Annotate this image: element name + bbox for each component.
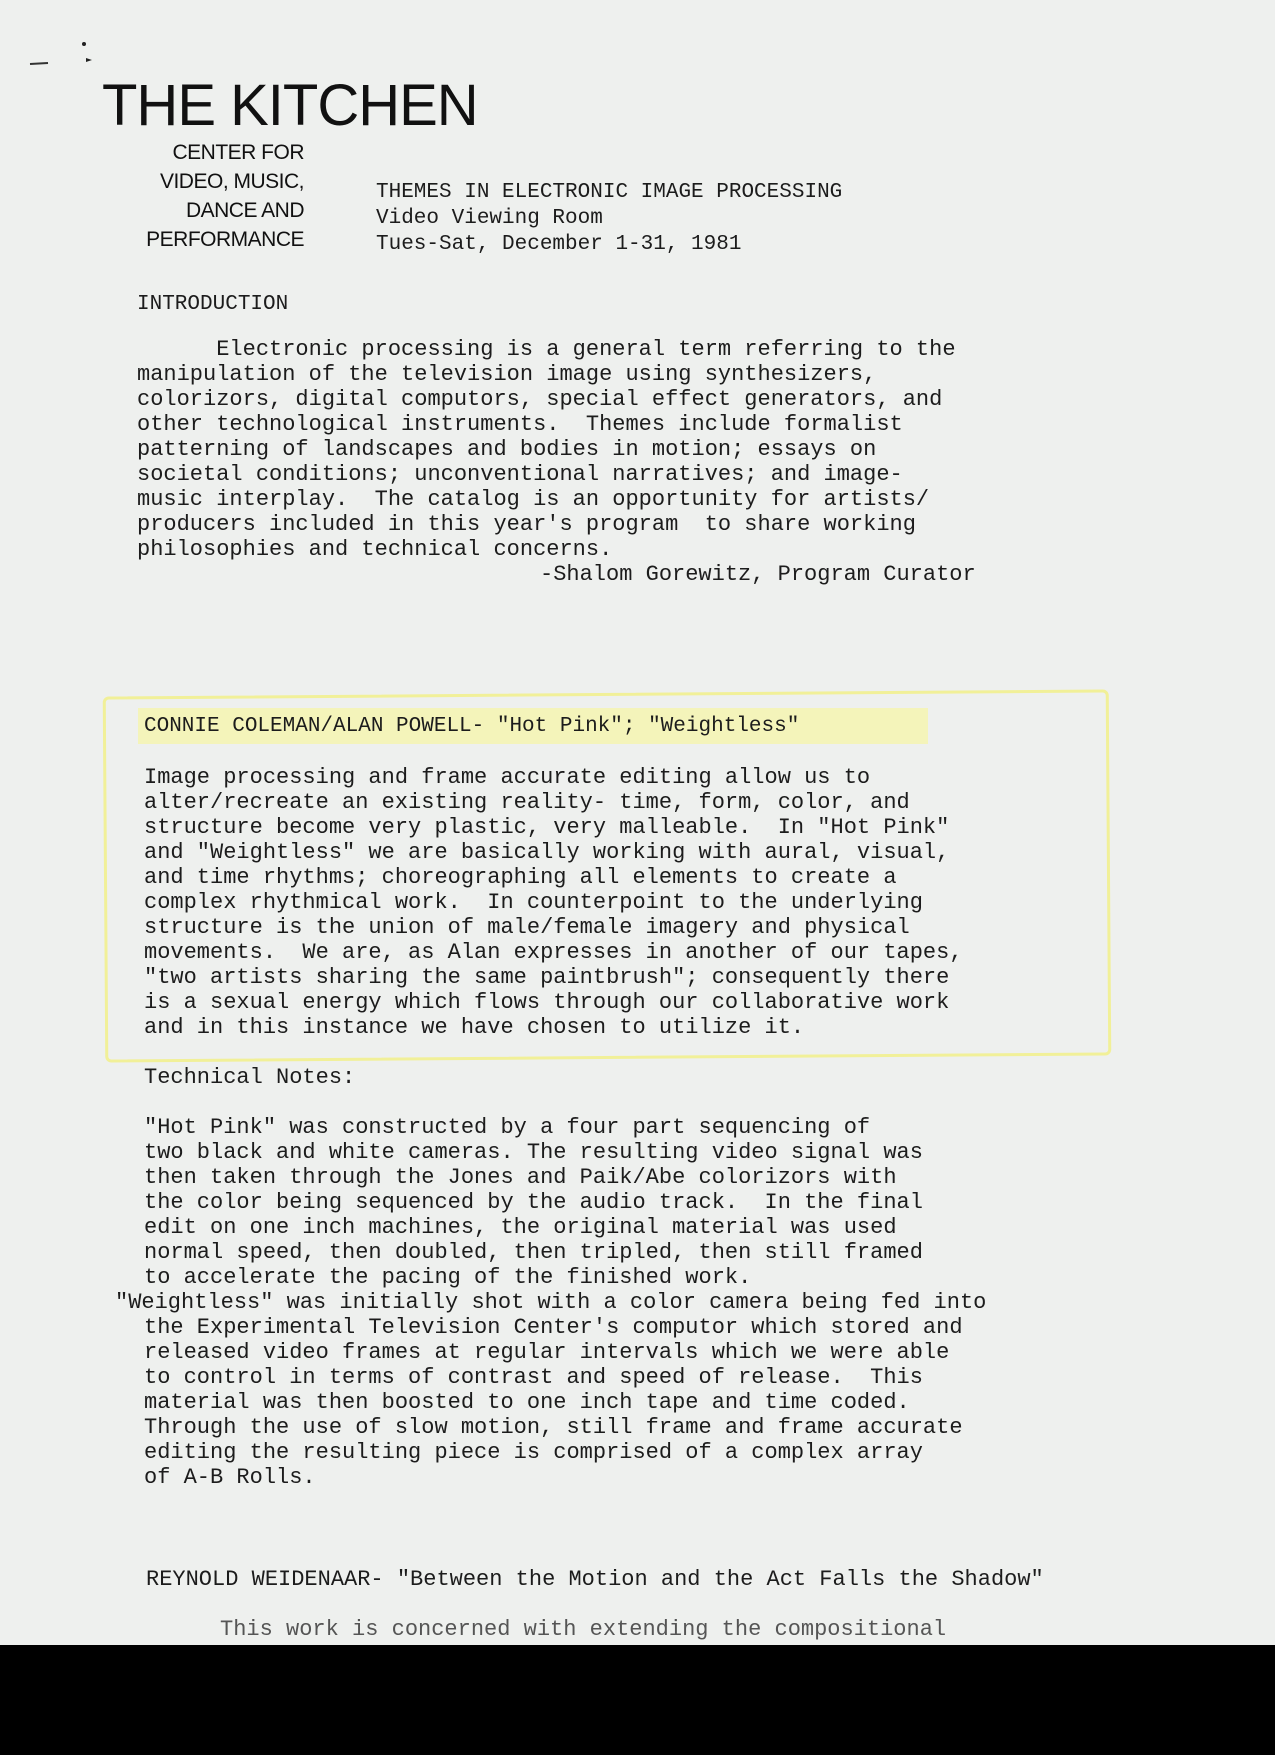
subtitle-line: CENTER FOR: [172, 141, 304, 164]
entry2-title: REYNOLD WEIDENAAR- "Between the Motion and the Act Falls the Shadow": [146, 1567, 1044, 1592]
entry1-statement-line: is a sexual energy which flows through our collaborative work: [144, 990, 950, 1015]
event-location: Video Viewing Room: [376, 207, 603, 230]
tech-note-line: "Hot Pink" was constructed by a four part sequencing of: [144, 1115, 871, 1140]
stray-mark: [28, 36, 98, 70]
intro-line: other technological instruments. Themes include formalist: [137, 412, 903, 437]
letterhead-title: THE KITCHEN: [102, 73, 478, 138]
intro-line: producers included in this year's program to share working: [137, 512, 916, 537]
tech-note-line: then taken through the Jones and Paik/Abe colorizors with: [144, 1165, 897, 1190]
intro-line: music interplay. The catalog is an opportunity for artists/: [137, 487, 930, 512]
intro-attribution: -Shalom Gorewitz, Program Curator: [540, 562, 976, 587]
entry1-statement-line: and in this instance we have chosen to utilize it.: [144, 1015, 805, 1040]
intro-line: colorizors, digital computors, special effect generators, and: [137, 387, 943, 412]
tech-note-line: released video frames at regular intervals which we were able: [144, 1340, 950, 1365]
tech-note-line: the color being sequenced by the audio track. In the final: [144, 1190, 923, 1215]
technical-notes-heading: Technical Notes:: [144, 1065, 356, 1090]
entry1-statement-line: movements. We are, as Alan expresses in another of our tapes,: [144, 940, 963, 965]
tech-note-line: normal speed, then doubled, then tripled, then still framed: [144, 1240, 923, 1265]
tech-note-line: edit on one inch machines, the original material was used: [144, 1215, 897, 1240]
introduction-heading: INTRODUCTION: [137, 293, 289, 316]
tech-note-line: editing the resulting piece is comprised of a complex array: [144, 1440, 923, 1465]
intro-line: manipulation of the television image using synthesizers,: [137, 362, 877, 387]
entry1-statement-line: complex rhythmical work. In counterpoint to the underlying: [144, 890, 923, 915]
tech-note-line: material was then boosted to one inch tape and time coded.: [144, 1390, 910, 1415]
entry1-statement-line: "two artists sharing the same paintbrush"; consequently there: [144, 965, 950, 990]
tech-note-line: to accelerate the pacing of the finished work.: [144, 1265, 752, 1290]
letterhead-subtitle: [118, 138, 304, 254]
tech-note-line: Through the use of slow motion, still frame and frame accurate: [144, 1415, 963, 1440]
event-dates: Tues-Sat, December 1-31, 1981: [376, 233, 742, 256]
tech-note-line: "Weightless" was initially shot with a color camera being fed into: [115, 1290, 987, 1315]
intro-line: patterning of landscapes and bodies in motion; essays on: [137, 437, 877, 462]
entry1-statement-line: structure is the union of male/female imagery and physical: [144, 915, 910, 940]
entry2-cut-line: This work is concerned with extending the compositional: [220, 1617, 947, 1642]
subtitle-line: PERFORMANCE: [146, 228, 304, 251]
subtitle-line: DANCE AND: [185, 199, 304, 222]
entry1-statement-line: and "Weightless" we are basically working with aural, visual,: [144, 840, 950, 865]
subtitle-line: VIDEO, MUSIC,: [159, 170, 304, 193]
entry1-statement-line: alter/recreate an existing reality- time, form, color, and: [144, 790, 910, 815]
intro-line: philosophies and technical concerns.: [137, 537, 613, 562]
entry1-title: CONNIE COLEMAN/ALAN POWELL- "Hot Pink"; "Weightless": [144, 715, 800, 738]
entry1-statement-line: Image processing and frame accurate editing allow us to: [144, 765, 871, 790]
entry1-statement-line: and time rhythms; choreographing all elements to create a: [144, 865, 897, 890]
intro-line: societal conditions; unconventional narratives; and image-: [137, 462, 903, 487]
intro-line: Electronic processing is a general term referring to the: [137, 337, 956, 362]
tech-note-line: the Experimental Television Center's computor which stored and: [144, 1315, 963, 1340]
tech-note-line: two black and white cameras. The resulting video signal was: [144, 1140, 923, 1165]
tech-note-line: of A-B Rolls.: [144, 1465, 316, 1490]
entry1-statement-line: structure become very plastic, very malleable. In "Hot Pink": [144, 815, 950, 840]
tech-note-line: to control in terms of contrast and speed of release. This: [144, 1365, 923, 1390]
event-title: THEMES IN ELECTRONIC IMAGE PROCESSING: [376, 181, 843, 204]
